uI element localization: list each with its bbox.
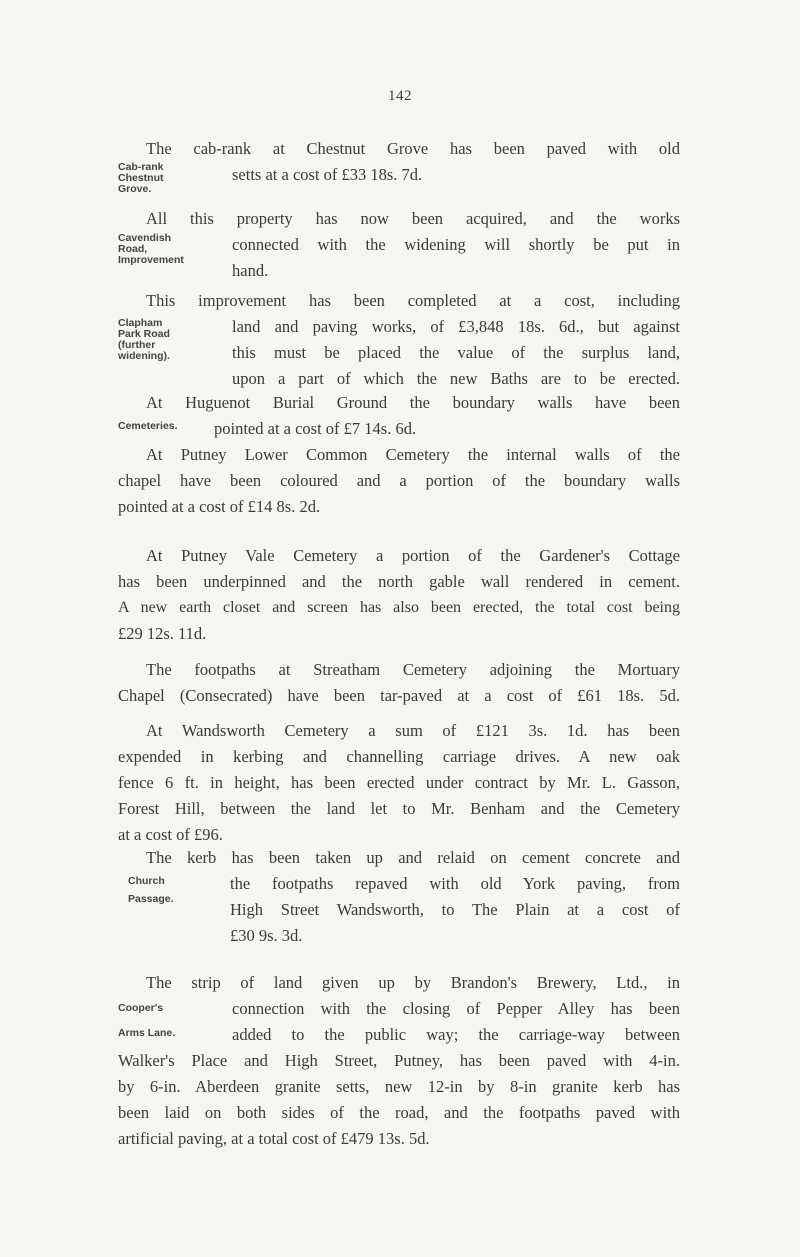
margin-note-line: Chestnut xyxy=(118,172,164,184)
text-line: at a cost of £96. xyxy=(118,825,223,844)
text-line: Walker's Place and High Street, Putney, has been paved with 4-in. xyxy=(118,1051,680,1070)
text-line: expended in kerbing and channelling carriage drives. A new oak xyxy=(118,747,680,766)
text-line: All this property has now been acquired, and the works xyxy=(146,209,680,228)
text-line: artificial paving, at a total cost of £479 13s. 5d. xyxy=(118,1129,430,1148)
paragraph-wandsworth xyxy=(118,718,680,848)
margin-note-cemeteries xyxy=(118,421,228,432)
text-line: Forest Hill, between the land let to Mr. Benham and the Cemetery xyxy=(118,799,680,818)
margin-note-line: Church xyxy=(128,875,165,887)
margin-note-line: Arms Lane. xyxy=(118,1027,176,1039)
text-line: The strip of land given up by Brandon's Brewery, Ltd., in xyxy=(146,973,680,992)
text-line: The footpaths at Streatham Cemetery adjoining the Mortuary xyxy=(146,660,680,679)
margin-note-line: (further xyxy=(118,339,156,351)
paragraph-coopers-arms-lane xyxy=(118,970,680,1152)
paragraph-streatham xyxy=(118,657,680,709)
text-line: At Wandsworth Cemetery a sum of £121 3s. 1d. has been xyxy=(146,721,680,740)
text-line: this must be placed the value of the surplus land, xyxy=(232,343,680,362)
text-line: At Putney Vale Cemetery a portion of the Gardener's Cottage xyxy=(146,546,680,565)
text-line: £29 12s. 11d. xyxy=(118,624,207,643)
text-line: upon a part of which the new Baths are to be erected. xyxy=(232,369,680,388)
margin-note-line: Road, xyxy=(118,243,148,255)
text-line: been laid on both sides of the road, and the footpaths paved with xyxy=(118,1103,680,1122)
text-line: High Street Wandsworth, to The Plain at a cost of xyxy=(230,900,680,919)
margin-note-line: widening). xyxy=(118,350,170,362)
text-line: At Putney Lower Common Cemetery the internal walls of the xyxy=(146,445,680,464)
text-line: This improvement has been completed at a cost, including xyxy=(146,291,680,310)
margin-note-line: Cavendish xyxy=(118,232,172,244)
text-line: chapel have been coloured and a portion of the boundary walls xyxy=(118,471,680,490)
text-line: added to the public way; the carriage-way between xyxy=(232,1025,680,1044)
text-line: by 6-in. Aberdeen granite setts, new 12-in by 8-in granite kerb has xyxy=(118,1077,680,1096)
text-line: setts at a cost of £33 18s. 7d. xyxy=(232,165,423,184)
paragraph-cemeteries xyxy=(118,390,680,520)
text-line: The kerb has been taken up and relaid on cement concrete and xyxy=(146,848,680,867)
margin-note-cavendish-road xyxy=(118,233,228,266)
margin-note-church-passage xyxy=(128,876,238,905)
text-line: pointed at a cost of £14 8s. 2d. xyxy=(118,497,321,516)
margin-note-line: Improvement xyxy=(118,254,184,266)
text-line: At Huguenot Burial Ground the boundary walls have been xyxy=(146,393,680,412)
page-number: 142 xyxy=(388,88,412,104)
margin-note-coopers-arms-lane xyxy=(118,1003,228,1039)
text-line: £30 9s. 3d. xyxy=(230,926,303,945)
margin-note-line: Park Road xyxy=(118,328,170,340)
margin-note-line: Grove. xyxy=(118,183,152,195)
margin-note-line: Clapham xyxy=(118,317,163,329)
margin-note-line: Cemeteries. xyxy=(118,420,178,432)
text-line: connected with the widening will shortly be put in xyxy=(232,235,680,254)
text-line: hand. xyxy=(232,261,269,280)
margin-note-cab-rank xyxy=(118,162,228,195)
margin-note-clapham-park-road xyxy=(118,318,228,362)
paragraph-putney-vale xyxy=(118,543,680,647)
text-line: pointed at a cost of £7 14s. 6d. xyxy=(214,419,417,438)
text-line: Chapel (Consecrated) have been tar-paved at a cost of £61 18s. 5d. xyxy=(118,686,680,705)
text-line: The cab-rank at Chestnut Grove has been paved with old xyxy=(146,139,680,158)
margin-note-line: Cab-rank xyxy=(118,161,164,173)
text-line: connection with the closing of Pepper Alley has been xyxy=(232,999,680,1018)
text-line: fence 6 ft. in height, has been erected under contract by Mr. L. Gasson, xyxy=(118,773,680,792)
text-line: has been underpinned and the north gable wall rendered in cement. xyxy=(118,572,680,591)
text-line: the footpaths repaved with old York paving, from xyxy=(230,874,680,893)
margin-note-line: Passage. xyxy=(128,893,174,905)
margin-note-line: Cooper's xyxy=(118,1002,164,1014)
text-line: land and paving works, of £3,848 18s. 6d., but against xyxy=(232,317,680,336)
text-line: A new earth closet and screen has also been erected, the total cost being xyxy=(118,599,680,616)
